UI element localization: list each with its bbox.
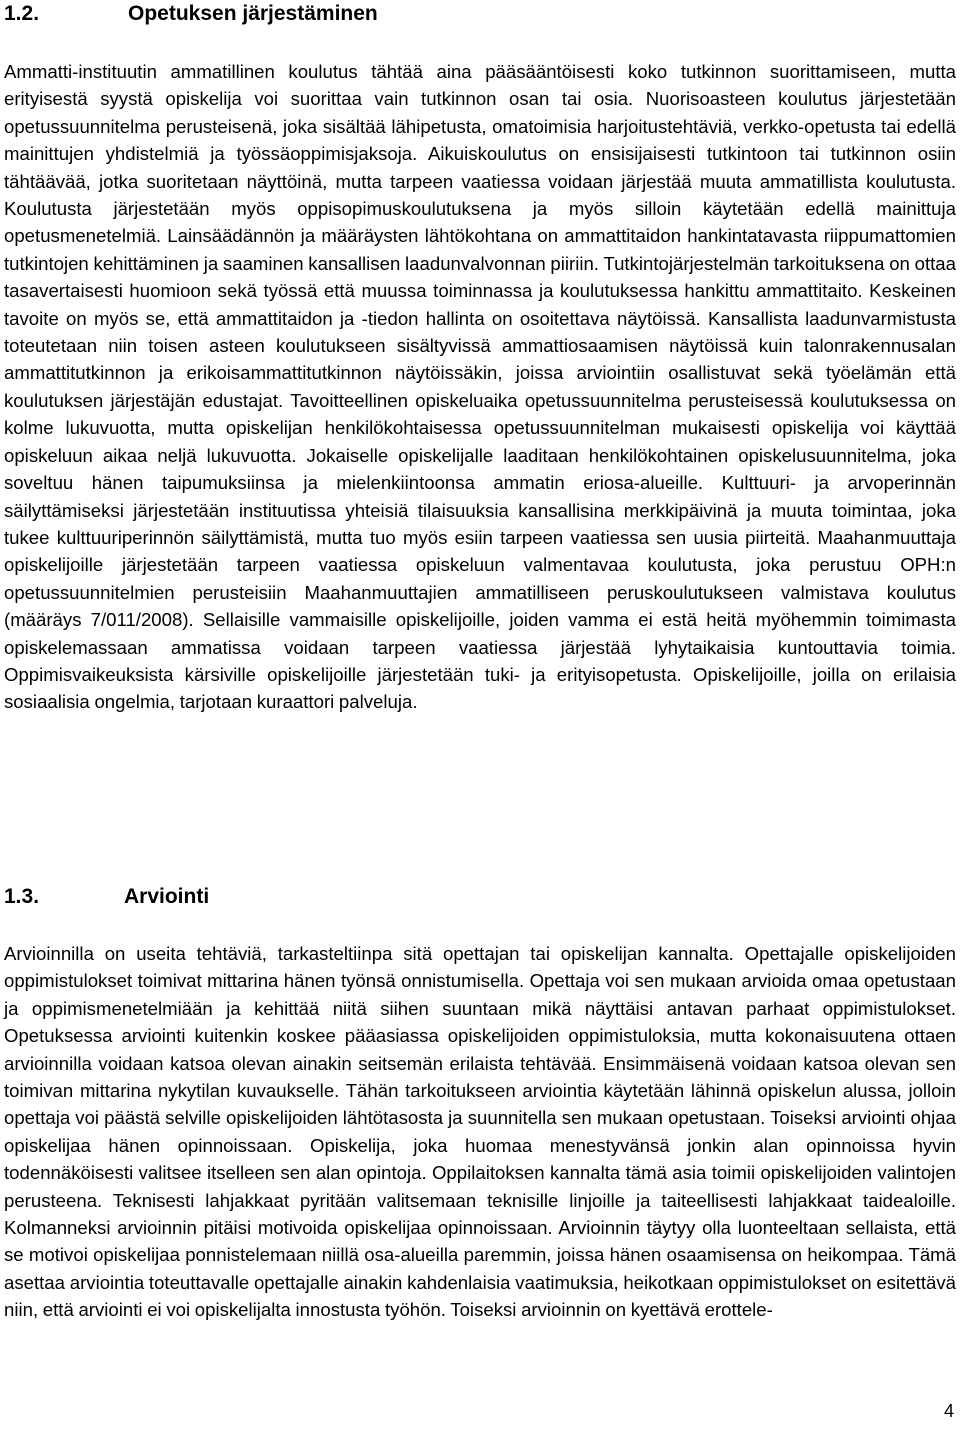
section-title: Opetuksen järjestäminen (128, 2, 378, 25)
page-number: 4 (943, 1401, 954, 1421)
section-body-paragraph: Arvioinnilla on useita tehtäviä, tarkasteltiinpa sitä opettajan tai opiskelijan kannalta. Opettajalle opiskelijoiden oppimistulokset toimivat mittarina hänen työnsä onnistumisella. Opettaja voi sen mukaan arvioida omaa opetustaan ja oppimismenetelmiään ja kehittää niitä siihen suuntaan mikä näyttäisi antavan parhaat oppimistulokset. Opetuksessa arviointi kuitenkin koskee pääasiassa opiskelijoiden oppimistuloksia, mutta kokonaisuutena ottaen arvioinnilla voidaan katsoa olevan ainakin seitsemän erilaista tehtävää. Ensimmäisenä voidaan katsoa olevan sen toimivan mittarina nykytilan kuvaukselle. Tähän tarkoitukseen arviointia käytetään lähinnä opiskelun alussa, jolloin opettaja voi päästä selville opiskelijoiden lähtötasosta ja suunnitella sen mukaan opetustaan. Toiseksi arviointi ohjaa opiskelijaa hänen opinnoissaan. Opiskelija, joka huomaa menestyvänsä jonkin alan opinnoissa hyvin todennäköisesti valitsee itselleen sen alan opintoja. Oppilaitoksen kannalta tämä asia toimii opiskelijoiden valintojen perusteena. Teknisesti lahjakkaat pyritään valitsemaan teknisille linjoille ja taiteellisesti lahjakkaat taidealoille. Kolmanneksi arvioinnin pitäisi motivoida opiskelijaa opinnoissaan. Arvioinnin täytyy olla luonteeltaan sellaista, että se motivoi opiskelijaa ponnistelemaan niillä osa-alueilla paremmin, joissa hänen osaamisensa on heikompaa. Tämä asettaa arviointia toteuttavalle opettajalle ainakin kahdenlaisia vaatimuksia, heikotkaan oppimistulokset on esitettävä niin, että arviointi ei voi opiskelijalta innostusta työhön. Toiseksi arvioinnin on kyettävä erottele- (4, 943, 956, 1321)
section-heading-opetuksen-jarjestaminen (4, 1, 944, 27)
section-heading-arviointi (4, 884, 944, 910)
section-body-paragraph: Ammatti-instituutin ammatillinen koulutus tähtää aina pääsääntöisesti koko tutkinnon suorittamiseen, mutta erityisestä syystä opiskelija voi suorittaa vain tutkinnon osan tai osia. Nuorisoasteen koulutus järjestetään opetussuunnitelma perusteisenä, joka sisältää lähipetusta, omatoimisia harjoitustehtäviä, verkko-opetusta tai edellä mainittujen yhdistelmiä ja työssäoppimisjaksoja. Aikuiskoulutus on ensisijaisesti tutkintoon tai tutkinnon osiin tähtäävää, jotka suoritetaan näyttöinä, mutta tarpeen vaatiessa voidaan järjestää muuta ammatillista koulutusta. Koulutusta järjestetään myös oppisopimuskoulutuksena ja myös silloin käytetään edellä mainittuja opetusmenetelmiä. Lainsäädännön ja määräysten lähtökohtana on ammattitaidon hankintatavasta riippumattomien tutkintojen kehittäminen ja saaminen kansallisen laadunvalvonnan piiriin. Tutkintojärjestelmän tarkoituksena on ottaa tasavertaisesti huomioon sekä työssä että muussa toiminnassa ja koulutuksessa hankittu ammattitaito. Keskeinen tavoite on myös se, että ammattitaidon ja -tiedon hallinta on osoitettava näytöissä. Kansallista laadunvarmistusta toteutetaan niin toisen asteen koulutukseen sisältyvissä ammattiosaamisen näytöissä kuin talonrakennusalan ammattitutkinnon ja erikoisammattitutkinnon näytöissäkin, joissa arviointiin osallistuvat sekä työelämän että koulutuksen järjestäjän edustajat. Tavoitteellinen opiskeluaika opetussuunnitelma perusteisessä koulutuksessa on kolme lukuvuotta, mutta opiskelijan henkilökohtaisessa opetussuunnitelman mukaisesti opiskelija voi käyttää opiskeluun aikaa neljä lukuvuotta. Jokaiselle opiskelijalle laaditaan henkilökohtainen opiskelusuunnitelma, joka soveltuu hänen taipumuksiinsa ja mielenkiintoonsa ammatin eriosa-alueille. Kulttuuri- ja arvoperinnän säilyttämiseksi järjestetään instituutissa yhteisiä tilaisuuksia kansallisina merkkipäivinä ja muuta toimintaa, joka tukee kulttuuriperinnön säilyttämistä, mutta tuo myös esiin tarpeen vaatiessa sen uusia piirteitä. Maahanmuuttaja opiskelijoille järjestetään tarpeen vaatiessa opiskeluun valmentavaa koulutusta, joka perustuu OPH:n opetussuunnitelmien perusteisiin Maahanmuuttajien ammatilliseen peruskoulutukseen valmistava koulutus (määräys 7/011/2008). Sellaisille vammaisille opiskelijoille, joiden vamma ei estä heitä myöhemmin toimimasta opiskelemassaan ammatissa voidaan tarpeen vaatiessa järjestää lyhytaikaisia kuntouttavia toimia. Oppimisvaikeuksista kärsiville opiskelijoille järjestetään tuki- ja erityisopetusta. Opiskelijoille, joilla on erilaisia sosiaalisia ongelmia, tarjotaan kuraattori palveluja. (4, 61, 956, 713)
section-number: 1.3. (4, 885, 40, 908)
section-title: Arviointi (124, 885, 210, 908)
section-number: 1.2. (4, 2, 40, 25)
